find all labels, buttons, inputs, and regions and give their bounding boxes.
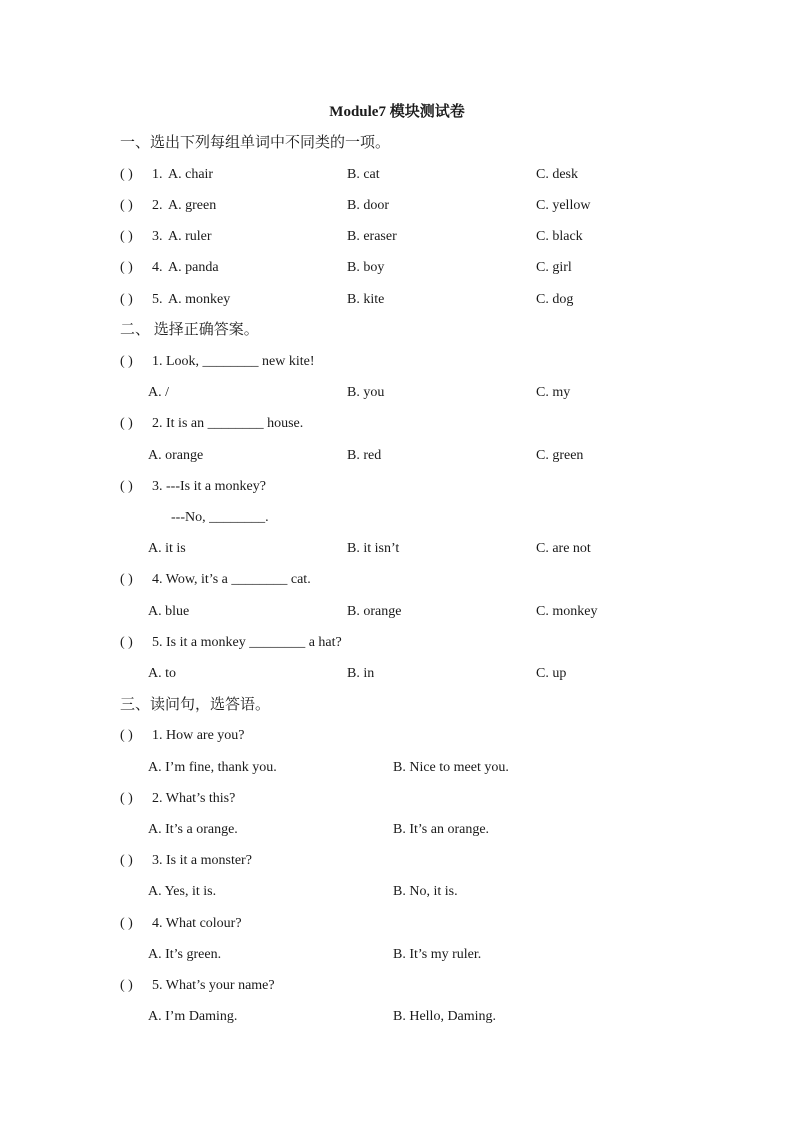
option-a: A. It’s green. <box>148 947 222 962</box>
option-a: A. chair <box>168 167 214 182</box>
answer-blank[interactable]: ( ) <box>120 916 133 931</box>
question-text: 2. It is an ________ house. <box>152 416 304 431</box>
question-text: 5. What’s your name? <box>152 978 275 993</box>
option-b: B. eraser <box>347 229 397 244</box>
question-text: 5. Is it a monkey ________ a hat? <box>152 635 342 650</box>
answer-blank[interactable]: ( ) <box>120 354 133 369</box>
option-a: A. / <box>148 385 169 400</box>
s2-question-5 <box>0 632 794 654</box>
option-b: B. it isn’t <box>347 541 400 556</box>
option-a: A. I’m fine, thank you. <box>148 760 277 775</box>
answer-blank[interactable]: ( ) <box>120 791 133 806</box>
option-b: B. cat <box>347 167 380 182</box>
answer-blank[interactable]: ( ) <box>120 572 133 587</box>
s2-question-4 <box>0 569 794 591</box>
option-a: A. Yes, it is. <box>148 884 217 899</box>
s2-options-2 <box>0 445 794 467</box>
option-b: B. No, it is. <box>393 884 458 899</box>
option-b: B. It’s an orange. <box>393 822 490 837</box>
option-b: B. Nice to meet you. <box>393 760 509 775</box>
option-c: C. up <box>536 666 567 681</box>
question-number: 5. <box>152 292 163 307</box>
option-a: A. orange <box>148 448 204 463</box>
option-a: A. ruler <box>168 229 212 244</box>
s3-options-5 <box>0 1006 794 1028</box>
s1-question-1 <box>0 164 794 186</box>
option-c: C. desk <box>536 167 578 182</box>
question-number: 4. <box>152 260 163 275</box>
option-a: A. monkey <box>168 292 231 307</box>
s2-options-4 <box>0 601 794 623</box>
s3-question-4 <box>0 913 794 935</box>
page-title: Module7 模块测试卷 <box>329 104 465 120</box>
answer-blank[interactable]: ( ) <box>120 416 133 431</box>
option-c: C. monkey <box>536 604 598 619</box>
section-1-heading: 一、选出下列每组单词中不同类的一项。 <box>120 135 391 151</box>
question-text: 1. How are you? <box>152 728 245 743</box>
option-a: A. blue <box>148 604 190 619</box>
option-c: C. yellow <box>536 198 591 213</box>
s2-options-1 <box>0 382 794 404</box>
option-b: B. kite <box>347 292 385 307</box>
s3-options-1 <box>0 757 794 779</box>
s3-options-2 <box>0 819 794 841</box>
answer-blank[interactable]: ( ) <box>120 198 133 213</box>
option-a: A. to <box>148 666 176 681</box>
question-text: 2. What’s this? <box>152 791 236 806</box>
option-a: A. green <box>168 198 217 213</box>
option-c: C. are not <box>536 541 591 556</box>
option-c: C. green <box>536 448 584 463</box>
option-a: A. it is <box>148 541 186 556</box>
answer-blank[interactable]: ( ) <box>120 479 133 494</box>
s3-options-4 <box>0 944 794 966</box>
option-c: C. dog <box>536 292 574 307</box>
s2-options-3 <box>0 538 794 560</box>
answer-blank[interactable]: ( ) <box>120 292 133 307</box>
s3-question-5 <box>0 975 794 997</box>
s3-question-1 <box>0 725 794 747</box>
answer-blank[interactable]: ( ) <box>120 167 133 182</box>
s2-options-5 <box>0 663 794 685</box>
question-text: 3. ---Is it a monkey? <box>152 479 266 494</box>
question-text: 4. What colour? <box>152 916 242 931</box>
s2-question-2 <box>0 413 794 435</box>
s1-question-3 <box>0 226 794 248</box>
s1-question-4 <box>0 257 794 279</box>
option-b: B. Hello, Daming. <box>393 1009 497 1024</box>
answer-blank[interactable]: ( ) <box>120 229 133 244</box>
option-c: C. black <box>536 229 583 244</box>
s3-options-3 <box>0 881 794 903</box>
s3-question-2 <box>0 788 794 810</box>
answer-blank[interactable]: ( ) <box>120 635 133 650</box>
answer-blank[interactable]: ( ) <box>120 978 133 993</box>
answer-blank[interactable]: ( ) <box>120 728 133 743</box>
question-text: 3. Is it a monster? <box>152 853 252 868</box>
s2-question-3-reply <box>0 507 794 529</box>
question-text: 4. Wow, it’s a ________ cat. <box>152 572 311 587</box>
s2-question-3 <box>0 476 794 498</box>
question-text: 1. Look, ________ new kite! <box>152 354 315 369</box>
option-c: C. my <box>536 385 571 400</box>
option-b: B. orange <box>347 604 402 619</box>
option-b: B. you <box>347 385 385 400</box>
option-b: B. It’s my ruler. <box>393 947 482 962</box>
s1-question-5 <box>0 289 794 311</box>
option-b: B. boy <box>347 260 385 275</box>
answer-blank[interactable]: ( ) <box>120 260 133 275</box>
option-b: B. door <box>347 198 389 213</box>
option-b: B. red <box>347 448 382 463</box>
question-number: 1. <box>152 167 163 182</box>
s1-question-2 <box>0 195 794 217</box>
s3-question-3 <box>0 850 794 872</box>
question-number: 3. <box>152 229 163 244</box>
option-c: C. girl <box>536 260 572 275</box>
section-2-heading: 二、 选择正确答案。 <box>120 322 259 338</box>
question-continuation: ---No, ________. <box>171 510 269 525</box>
option-a: A. It’s a orange. <box>148 822 238 837</box>
option-a: A. I’m Daming. <box>148 1009 238 1024</box>
section-3-heading: 三、读问句，选答语。 <box>120 697 271 713</box>
answer-blank[interactable]: ( ) <box>120 853 133 868</box>
option-b: B. in <box>347 666 375 681</box>
option-a: A. panda <box>168 260 219 275</box>
s2-question-1 <box>0 351 794 373</box>
question-number: 2. <box>152 198 163 213</box>
